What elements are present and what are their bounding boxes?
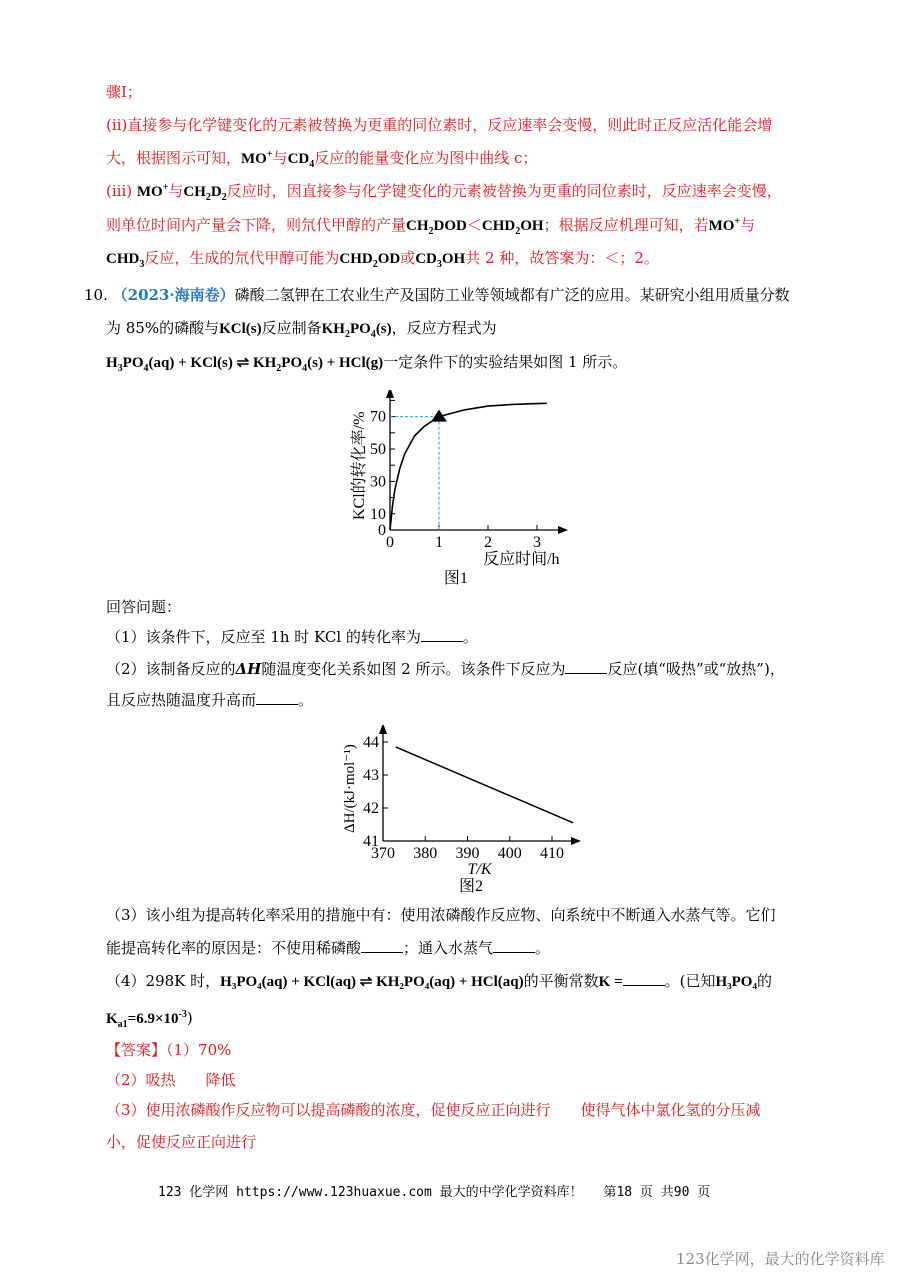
text: CD [287,151,310,167]
text: CHD [339,251,373,267]
answer-blank[interactable] [565,659,607,674]
x-tick-label: 0 [386,534,394,551]
subscript: 2 [515,226,521,237]
x-tick-label: 380 [413,845,438,862]
subscript: 2 [221,192,227,203]
subscript: a1 [117,1019,128,1030]
text: (aq) + KCl(s) ⇌ KH [148,355,277,371]
formula-mo [137,184,169,200]
text: 。 [462,628,478,646]
question-10-intro-line-2 [106,318,497,339]
text: （2）该制备反应的 [106,660,236,678]
text: DOD [433,218,467,234]
text: MO [708,218,735,234]
prev-answer-line-5 [106,215,755,236]
text: (iii) [106,182,137,200]
text: PO [281,355,303,371]
text: CH [406,218,429,234]
text: 且反应热随温度升高而 [106,691,257,709]
answer-blank[interactable] [421,627,463,642]
text: 则单位时间内产量会下降，则氘代甲醇的产量 [106,216,407,234]
superscript: + [266,149,273,160]
watermark: 123化学网，最大的化学资料库 [676,1250,885,1268]
text: K [106,1011,118,1027]
text: 骤I； [106,83,142,101]
formula-ch2d2 [183,184,227,203]
text: （1）该条件下，反应至 1h 时 KCl 的转化率为 [106,628,421,646]
text: 为 85%的磷酸与 [106,319,220,337]
question-10-intro-line-1 [84,285,790,305]
x-tick-label: 1 [435,534,443,551]
prev-answer-line-4 [106,181,782,202]
formula-cd3oh [415,251,466,270]
subscript: 4 [309,159,315,170]
text: （3）该小组为提高转化率采用的措施中有：使用浓磷酸作反应物、向系统中不断通入水蒸气等。它们 [106,906,776,924]
text: ；根据反应机理可知，若 [543,216,709,234]
text: MO [241,151,267,167]
figure-1-chart [340,390,590,590]
y-axis-arrow [386,390,394,398]
x-axis-label: 反应时间/h [483,551,560,568]
formula-ch2dod [406,218,467,237]
text: 或 [400,249,416,267]
formula-mo [709,218,741,234]
text: PO [122,355,144,371]
prev-answer-line-6 [106,248,659,269]
answer-prompt [106,597,181,617]
question-source: （2023·海南卷） [112,286,235,304]
k-symbol: K = [598,974,623,990]
text: OH [441,251,466,267]
text: 随温度变化关系如图 2 所示。该条件下反应为 [261,660,566,678]
text: 反应时，因直接参与化学键变化的元素被替换为更重的同位素时，反应速率会变慢， [226,182,782,200]
y-tick-label: 30 [370,473,386,491]
text: KH [321,321,345,337]
conversion-curve [390,403,547,530]
answer-line-1 [106,1040,231,1060]
subscript: 4 [370,329,376,340]
answer-blank[interactable] [623,971,665,986]
sub-question-2-line-2 [106,690,313,710]
text: 与 [168,182,184,200]
answer-line-2 [106,1070,236,1090]
reaction-equation [106,355,384,374]
text: CHD [481,218,516,234]
formula-kh2po4 [321,321,392,340]
y-axis-label: KCl的转化率/% [351,411,368,520]
subscript: 4 [302,363,308,374]
text: 的平衡常数 [523,972,599,990]
page-footer: 123 化学网 https://www.123huaxue.com 最大的中学化学资料库！ 第18 页 共90 页 [158,1185,711,1200]
text: 。(已知 [664,972,716,990]
text: OH [520,218,544,234]
sub-question-2 [106,659,785,679]
text: CHD [106,251,140,267]
figure-caption: 图1 [443,570,468,587]
x-axis-arrow [571,837,581,845]
text: 共 2 种，故答案为：＜；2。 [465,249,659,267]
subscript: 3 [436,259,442,270]
delta-h-symbol: ΔH [235,660,262,678]
answer-line-4 [106,1132,256,1152]
text: 能提高转化率的原因是：不使用稀磷酸 [106,939,362,957]
y-tick-label: 42 [363,800,379,817]
text: 小，促使反应正向进行 [106,1133,257,1151]
subscript: 2 [276,363,282,374]
answer-label: 【答案】 [106,1041,167,1059]
text: （4）298K 时， [106,972,221,990]
y-axis-label: ΔH/(kJ·mol⁻¹) [342,744,358,833]
y-tick-label: 41 [363,833,379,850]
x-tick-label: 3 [533,534,541,551]
subscript: 3 [117,363,123,374]
answer-blank[interactable] [493,938,535,953]
x-axis-label: T/K [467,861,492,878]
subscript: 3 [139,259,145,270]
x-tick-label: 370 [371,845,395,862]
text: 。 [535,939,551,957]
text: CH [183,184,206,200]
question-number: 10. [84,286,108,304]
formula-chd3 [106,251,145,270]
text: 磷酸二氢钾在工农业生产及国防工业等领域都有广泛的应用。某研究小组用质量分数 [234,286,790,304]
x-axis-arrow [558,526,568,534]
formula-cd4 [287,151,315,170]
y-tick-label: 43 [363,767,379,784]
superscript: -3 [178,1009,187,1020]
superscript: + [734,216,741,227]
y-tick-label: 0 [378,522,386,539]
text: PO [349,321,371,337]
text: 的 [756,972,772,990]
text: 与 [740,216,756,234]
text: 反应制备 [261,319,322,337]
answer-line-3 [106,1100,761,1120]
text: 与 [272,149,288,167]
subscript: 2 [344,329,350,340]
x-tick-label: 390 [455,845,480,862]
answer-blank[interactable] [361,938,403,953]
x-tick-label: 400 [497,845,522,862]
text: =6.9×10 [127,1011,179,1027]
text: CD [415,251,437,267]
y-tick-label: 50 [370,441,386,458]
sub-question-4 [106,971,772,992]
delta-h-line [396,747,573,823]
superscript: + [162,182,169,193]
text: 。 [298,691,314,709]
text: (ii)直接参与化学键变化的元素被替换为更重的同位素时，反应速率会变慢，则此时正反应活化能会增 [106,116,773,134]
text: (s) [375,321,392,337]
y-tick-label: 70 [370,408,386,426]
less-than: ＜ [466,216,482,234]
text: OD [377,251,401,267]
sub-question-3-line-2 [106,938,550,958]
sub-question-3 [106,905,776,925]
x-tick-label: 410 [540,845,564,862]
y-tick-label: 44 [363,734,379,751]
subscript: 2 [205,192,211,203]
subscript: 4 [143,363,149,374]
reaction-equation-line [106,352,627,373]
sub-question-4-line-2 [106,1008,193,1029]
prev-answer-line-2 [106,115,772,135]
x-tick-label: 2 [484,534,492,551]
text: MO [136,184,163,200]
text: 反应，生成的氘代甲醇可能为 [144,249,340,267]
formula-h3po4: H₃PO₄ [715,974,757,990]
text: ) [186,1009,193,1027]
text: （3）使用浓磷酸作反应物可以提高磷酸的浓度，促使反应正向进行 使得气体中氯化氢的分压减 [106,1101,761,1119]
formula-mo [241,151,273,167]
text: （2）吸热 降低 [106,1071,236,1089]
subscript: 2 [428,226,434,237]
text: ；通入水蒸气 [403,939,494,957]
y-tick-label: 10 [370,505,386,523]
text: （1）70% [166,1041,232,1059]
text: 反应的能量变化应为图中曲线 c； [314,149,538,167]
formula-chd2oh [481,218,544,237]
text: 回答问题： [106,598,182,616]
prev-answer-line-3 [106,148,537,169]
text: 大，根据图示可知， [106,149,242,167]
text: 反应(填“吸热”或“放热”)， [607,660,785,678]
equilibrium-equation: H₃PO₄(aq) + KCl(aq) ⇌ KH₂PO₄(aq) + HCl(aq) [220,974,524,990]
text: ，反应方程式为 [391,319,497,337]
subscript: 2 [372,259,378,270]
answer-blank[interactable] [256,690,298,705]
figure-2-chart [330,725,590,900]
prev-answer-line-1 [106,82,142,102]
text: (s) + HCl(g) [307,355,384,371]
y-axis-arrow [379,725,387,734]
ka1-value [106,1009,187,1030]
text: H [106,355,118,371]
text: D [210,184,222,200]
figure-caption: 图2 [459,878,484,895]
formula-chd2od [339,251,401,270]
text: 一定条件下的实验结果如图 1 所示。 [383,353,628,371]
formula-kcl: KCl(s) [219,321,262,337]
sub-question-1 [106,627,478,647]
